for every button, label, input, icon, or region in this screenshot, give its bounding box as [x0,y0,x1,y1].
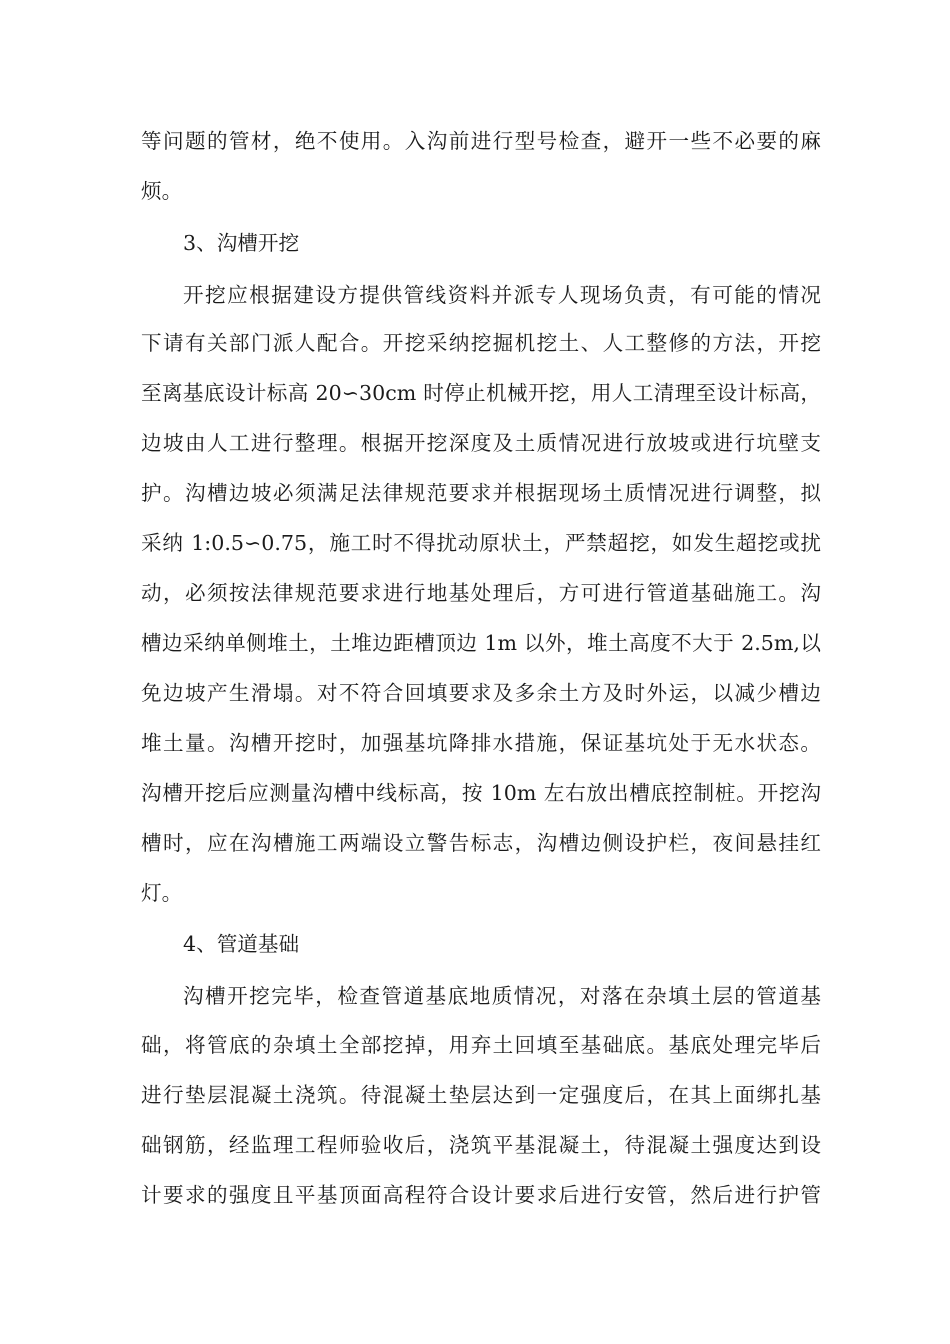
text-line: 等问题的管材，绝不使用。入沟前进行型号检查，避开一些不必要的麻 [141,129,821,153]
text-line: 沟槽开挖完毕，检查管道基底地质情况，对落在杂填土层的管道基 [183,984,821,1008]
text-line: 动，必须按法律规范要求进行地基处理后，方可进行管道基础施工。沟 [141,581,821,605]
section-heading: 3、沟槽开挖 [183,231,300,255]
text-line: 开挖应根据建设方提供管线资料并派专人现场负责，有可能的情况 [183,283,821,307]
text-line: 灯。 [141,881,183,905]
text-line: 沟槽开挖后应测量沟槽中线标高，按 10m 左右放出槽底控制桩。开挖沟 [141,781,821,805]
text-line: 进行垫层混凝土浇筑。待混凝土垫层达到一定强度后，在其上面绑扎基 [141,1083,821,1107]
text-line: 槽边采纳单侧堆土，土堆边距槽顶边 1m 以外，堆土高度不大于 2.5m,以 [141,631,821,655]
text-line: 边坡由人工进行整理。根据开挖深度及土质情况进行放坡或进行坑壁支 [141,431,821,455]
text-line: 采纳 1:0.5∽0.75，施工时不得扰动原状土，严禁超挖，如发生超挖或扰 [141,531,821,555]
text-line: 础钢筋，经监理工程师验收后，浇筑平基混凝土，待混凝土强度达到设 [141,1133,821,1157]
text-line: 至离基底设计标高 20∽30cm 时停止机械开挖，用人工清理至设计标高， [141,381,821,405]
document-page [141,0,821,1344]
text-line: 护。沟槽边坡必须满足法律规范要求并根据现场土质情况进行调整，拟 [141,481,821,505]
section-heading: 4、管道基础 [183,932,300,956]
text-line: 计要求的强度且平基顶面高程符合设计要求后进行安管，然后进行护管 [141,1183,821,1207]
text-line: 下请有关部门派人配合。开挖采纳挖掘机挖土、人工整修的方法，开挖 [141,331,821,355]
text-line: 堆土量。沟槽开挖时，加强基坑降排水措施，保证基坑处于无水状态。 [141,731,821,755]
text-line: 槽时，应在沟槽施工两端设立警告标志，沟槽边侧设护栏，夜间悬挂红 [141,831,821,855]
text-line: 烦。 [141,179,183,203]
text-line: 础，将管底的杂填土全部挖掉，用弃土回填至基础底。基底处理完毕后 [141,1033,821,1057]
text-line: 免边坡产生滑塌。对不符合回填要求及多余土方及时外运，以减少槽边 [141,681,821,705]
